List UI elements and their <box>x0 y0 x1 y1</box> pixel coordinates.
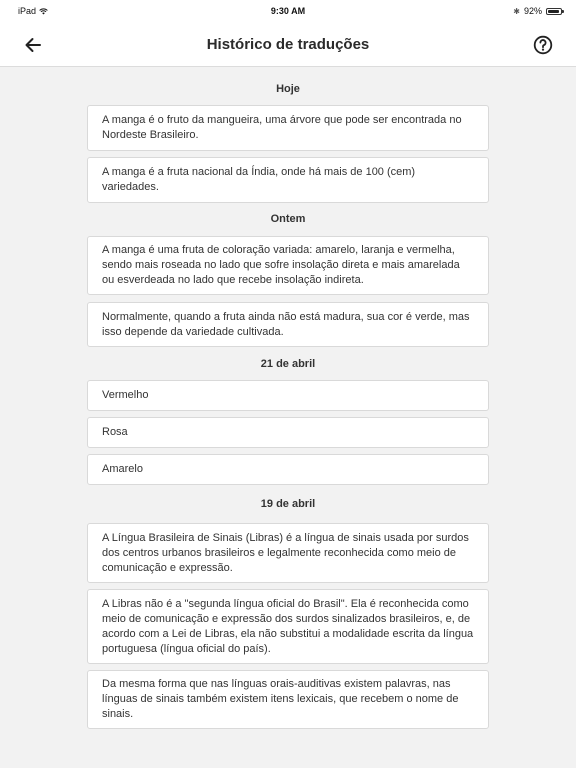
history-item[interactable]: A manga é a fruta nacional da Índia, onde há mais de 100 (cem) variedades. <box>87 157 489 203</box>
group-header-19-abril: 19 de abril <box>260 498 316 510</box>
battery-icon <box>546 8 562 15</box>
history-item[interactable]: A Língua Brasileira de Sinais (Libras) é a língua de sinais usada por surdos dos centros urbanos brasileiros e legalmente reconhecida como meio de comunicação e expressão. <box>87 523 489 583</box>
group-header-21-abril: 21 de abril <box>260 358 316 370</box>
group-header-ontem: Ontem <box>270 213 306 225</box>
help-button[interactable] <box>532 34 554 56</box>
status-right <box>513 6 562 16</box>
battery-percent: 92% <box>523 6 542 16</box>
history-item[interactable]: Normalmente, quando a fruta ainda não está madura, sua cor é verde, mas isso depende da variedade cultivada. <box>87 302 489 347</box>
history-list <box>0 67 576 729</box>
status-bar <box>0 0 576 22</box>
history-item[interactable]: A manga é uma fruta de coloração variada: amarelo, laranja e vermelha, sendo mais roseada no lado que sofre insolação direta e mais amarelada ou esverdeada no lado que recebe insolação indireta. <box>87 236 489 295</box>
status-time: 9:30 AM <box>270 6 306 16</box>
help-circle-icon <box>533 35 553 55</box>
page-title: Histórico de traduções <box>206 36 370 53</box>
history-item[interactable]: Vermelho <box>87 380 489 411</box>
history-item[interactable]: A manga é o fruto da mangueira, uma árvore que pode ser encontrada no Nordeste Brasileiro. <box>87 105 489 151</box>
history-item[interactable]: A Libras não é a "segunda língua oficial do Brasil". Ela é reconhecida como meio de comunicação e expressão dos surdos sinalizados brasileiros, e, de acordo com a Lei de Libras, ela não substitui a modalidade escrita da língua portuguesa (língua oficial do país). <box>87 589 489 664</box>
bluetooth-icon: ✱ <box>513 6 520 16</box>
device-name: iPad <box>18 6 37 16</box>
history-item[interactable]: Amarelo <box>87 454 489 485</box>
nav-bar <box>0 22 576 67</box>
history-item[interactable]: Rosa <box>87 417 489 448</box>
history-item[interactable]: Da mesma forma que nas línguas orais-auditivas existem palavras, nas línguas de sinais também existem itens lexicais, que recebem o nome de sinais. <box>87 670 489 729</box>
group-header-hoje: Hoje <box>276 83 300 95</box>
